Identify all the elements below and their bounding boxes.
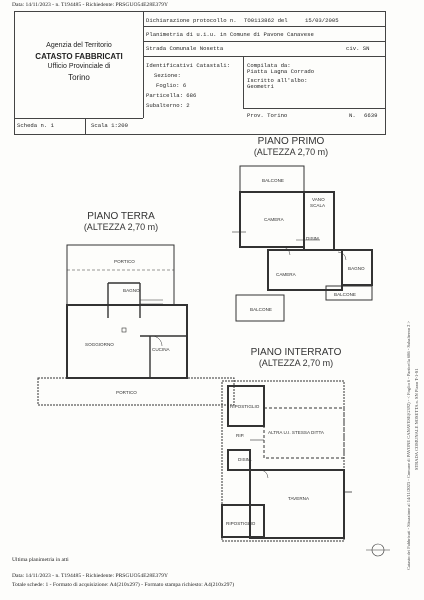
footer-stamp-1: Data: 14/11/2023 - n. T194485 - Richiedente: PRSGUO54E28E379Y: [12, 573, 168, 579]
iscritto-label: Iscritto all'albo:: [247, 77, 308, 84]
catastali-title: Identificativi Catastali:: [146, 62, 230, 69]
n-value: 6639: [364, 112, 378, 119]
piano-interrato-height: (ALTEZZA 2,70 m): [258, 358, 334, 368]
room-cucina: CUCINA: [152, 347, 170, 352]
room-vano-2: SCALA: [310, 203, 326, 208]
room-disim-interrato: DISIM.: [238, 457, 253, 462]
particella-label: Particella: 686: [146, 92, 197, 99]
room-balcone-top: BALCONE: [262, 178, 284, 183]
compilata-name: Piatta Lagna Corrado: [247, 68, 315, 75]
plan-piano-terra: [38, 245, 234, 405]
agency-line2: CATASTO FABBRICATI: [35, 52, 123, 61]
agency-line4: Torino: [68, 73, 90, 82]
room-soggiorno: SOGGIORNO: [85, 342, 114, 347]
prov-label: Prov. Torino: [247, 112, 288, 119]
piano-terra-label: PIANO TERRA: [87, 211, 155, 222]
room-portico-top: PORTICO: [114, 259, 135, 264]
top-stamp: Data: 14/11/2023 - n. T194485 - Richiedente: PRSGUO54E28E379Y: [12, 2, 168, 8]
room-taverna: TAVERNA: [288, 496, 310, 501]
room-vano-1: VANO: [312, 197, 325, 202]
sezione-label: Sezione:: [154, 72, 181, 79]
room-camera-1: CAMERA: [264, 217, 284, 222]
room-portico-bottom: PORTICO: [116, 390, 137, 395]
last-plan-note: Ultima planimetria in atti: [12, 557, 69, 563]
room-rip: RIP.: [236, 433, 245, 438]
room-bagno-terra: BAGNO: [123, 288, 140, 293]
n-label: N.: [349, 112, 356, 119]
piano-primo-height: (ALTEZZA 2,70 m): [253, 147, 329, 157]
protocol-label: Dichiarazione protocollo n.: [146, 17, 237, 24]
side-stamp: Catasto dei Fabbricati - Situazione al 14/11/2023 - Comune di PAVONE CANAVESE(G392) - < Foglio 6 - Particella 686 - Subalterno 2 >: [406, 320, 411, 570]
protocol-value: TO0113862 del: [244, 17, 288, 24]
side-stamp-2: STRADA COMUNALE NOSETTA n. SN Piano T-1-S1: [414, 368, 419, 470]
subalterno-label: Subalterno: 2: [146, 102, 190, 109]
room-bagno-primo: BAGNO: [348, 266, 365, 271]
room-disim-primo: DISIM.: [306, 236, 321, 241]
room-camera-2: CAMERA: [276, 272, 296, 277]
iscritto-value: Geometri: [247, 83, 274, 90]
agency-line3: Ufficio Provinciale di: [47, 63, 111, 70]
address: Strada Comunale Nosetta: [146, 45, 224, 52]
compilata-title: Compilata da:: [247, 62, 291, 69]
protocol-date: 15/03/2005: [305, 17, 339, 24]
room-balcone-right: BALCONE: [334, 292, 356, 297]
scala: Scala 1:200: [91, 122, 128, 129]
piano-terra-height: (ALTEZZA 2,70 m): [83, 222, 159, 232]
plan-piano-primo: [232, 166, 372, 321]
room-ripostiglio-2: RIPOSTIGLIO: [226, 521, 256, 526]
civ: civ. SN: [346, 45, 370, 52]
scheda: Scheda n. 1: [17, 122, 54, 129]
room-altra-ui: ALTRA U.I. STESSA DITTA: [268, 430, 324, 435]
agency-line1: Agenzia del Territorio: [46, 42, 112, 49]
piano-interrato-label: PIANO INTERRATO: [250, 347, 342, 358]
piano-primo-label: PIANO PRIMO: [257, 136, 325, 147]
footer-stamp-2: Totale schede: 1 - Formato di acquisizione: A4(210x297) - Formato stampa richiesto: A4(210x297): [12, 582, 235, 588]
foglio-label: Foglio: 6: [156, 82, 187, 89]
room-balcone-bottom: BALCONE: [250, 307, 272, 312]
plan-text: Planimetria di u.i.u. in Comune di Pavone Canavese: [146, 31, 314, 38]
room-ripostiglio-1: RIPOSTIGLIO: [230, 404, 260, 409]
